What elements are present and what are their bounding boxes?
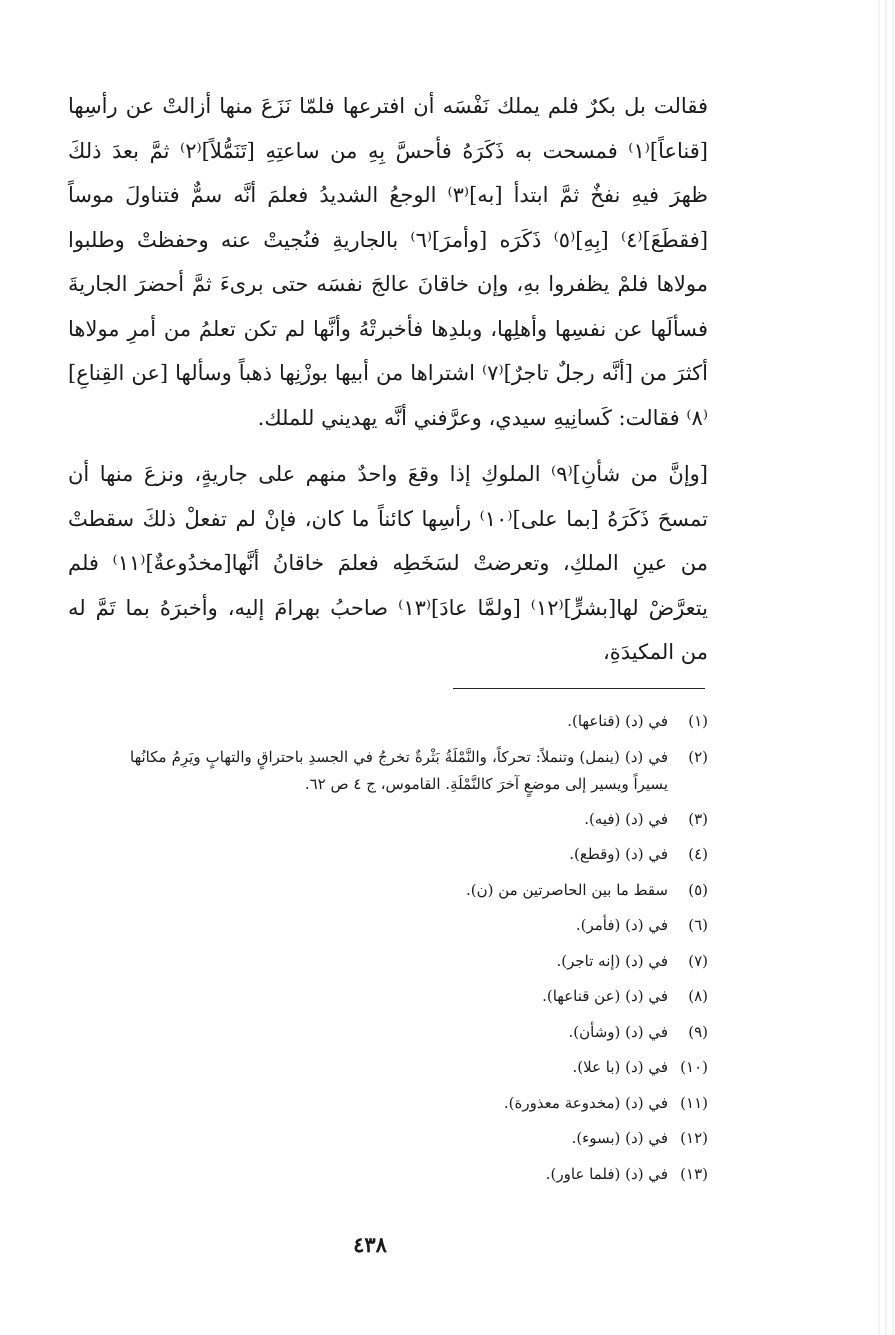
footnote xyxy=(130,740,708,802)
footnote-number: (١٣) xyxy=(680,1164,708,1183)
footnote-text: في (د) (با علا). xyxy=(572,1058,668,1076)
paragraph-2: [وإنَّ من شأنِ]⁽٩⁾ الملوكِ إذا وقعَ واحدٌ منهم على جاريةٍ، ونزعَ منها أن تمسحَ ذَكَرَهُ [بما على]⁽١٠⁾ رأسِها كائناً ما كان، فإنْ لم تفعلْ ذلكَ سقطتْ من عينِ الملكِ، وتعرضتْ لسَخَطِه فعلمَ خاقانُ أنَّها[مخدُوعةٌ]⁽١١⁾ فلم يتعرَّضْ لها[بشرٍّ]⁽١٢⁾ [ولمَّا عادَ]⁽١٣⁾ صاحبُ بهرامَ إليه، وأخبرَهُ بما تَمَّ له من المكيدَةِ، xyxy=(68,462,708,664)
footnote-number: (٩) xyxy=(688,1022,708,1041)
footnote-number: (١) xyxy=(688,712,708,730)
footnote xyxy=(130,1015,708,1051)
footnote-number: (٢) xyxy=(688,747,708,766)
footnote-text: في (د) (إنه تاجر). xyxy=(556,951,668,970)
footnote-text: في (د) (مخدوعة معذورة). xyxy=(503,1093,668,1112)
footnote-text: في (د) (فأمر). xyxy=(575,916,668,934)
footnote-text: في (د) (وقطع). xyxy=(569,845,668,863)
footnote-separator xyxy=(453,688,705,689)
footnote xyxy=(130,1121,708,1157)
page-edge xyxy=(873,0,895,1335)
footnote xyxy=(130,802,708,838)
footnote xyxy=(130,1050,708,1086)
footnote-number: (٣) xyxy=(688,809,708,828)
footnote-text: في (د) (فلما عاور). xyxy=(545,1164,668,1183)
footnote xyxy=(130,908,708,944)
footnote-text: في (د) (بسوء). xyxy=(571,1129,668,1147)
footnote-number: (١٢) xyxy=(680,1129,708,1147)
footnote-text: في (د) (قناعها). xyxy=(567,712,668,730)
footnote xyxy=(130,873,708,909)
footnote xyxy=(130,944,708,980)
footnote-text: سقط ما بين الحاصرتين من (ن). xyxy=(465,880,668,899)
footnote xyxy=(130,1086,708,1122)
footnote-number: (٨) xyxy=(688,987,708,1005)
footnote-text: في (د) (فيه). xyxy=(584,809,668,828)
footnote xyxy=(130,704,708,740)
footnote-number: (٧) xyxy=(688,951,708,970)
footnote xyxy=(130,1157,708,1193)
footnotes xyxy=(130,704,708,1192)
footnote-text: في (د) (وشأن). xyxy=(568,1022,668,1041)
paragraph-1: فقالت بل بكرٌ فلم يملك نَفْسَه أن افترعها فلمّا نَزَعَ منها أزالتْ عن رأسِها [قناعاً]⁽١⁾ فمسحت به ذَكَرَهُ فأحسَّ بِهِ من ساعتِهِ [تَنَمُّلاً]⁽٢⁾ ثمَّ بعدَ ذلكَ ظهرَ فيهِ نفخٌ ثمَّ ابتدأ [به]⁽٣⁾ الوجعُ الشديدُ فعلمَ أنَّه سمٌّ فتناولَ موساً [فقطَعَ]⁽٤⁾ [بِهِ]⁽٥⁾ ذَكَرَه [وأمرَ]⁽٦⁾ بالجاريةِ فنُجيتْ عنه وحفظتْ وطلبوا مولاها فلمْ يظفروا بهِ، وإن خاقانَ عالجَ نفسَه حتى برىءَ ثمَّ أحضرَ الجاريةَ فسألَها عن نفسِها وأهلِها، وبلدِها فأخبرتْهُ وأنَّها لم تكن تعلمُ من أمرِ مولاها أكثرَ من [أنَّه رجلٌ تاجرٌ]⁽٧⁾ اشتراها من أبيها بوزْنِها ذهباً وسألها [عن القِناعِ]⁽٨⁾ فقالت: كَسانِيهِ سيدي، وعرَّفني أنَّه يهديني للملك. xyxy=(68,94,709,430)
footnote xyxy=(130,837,708,873)
main-text xyxy=(68,84,708,675)
footnote-number: (١١) xyxy=(680,1093,708,1112)
footnote-text: في (د) (ينمل) وتنملاً: تحركاً، والنَّمْلَةُ بَثْرةٌ تخرجُ في الجسدِ باحتراقٍ والتهابٍ ويَرِمُ مكانُها يسيراً ويسير إلى موضعٍ آخرَ كالنَّمْلَةِ. القاموس، ج ٤ ص ٦٢. xyxy=(130,747,668,793)
footnote xyxy=(130,979,708,1015)
footnote-number: (٦) xyxy=(688,916,708,934)
footnote-number: (٤) xyxy=(688,845,708,863)
footnote-text: في (د) (عن قناعها). xyxy=(542,987,668,1005)
footnote-number: (٥) xyxy=(688,880,708,899)
page-number: ٤٣٨ xyxy=(353,1232,387,1257)
footnote-number: (١٠) xyxy=(680,1058,708,1076)
